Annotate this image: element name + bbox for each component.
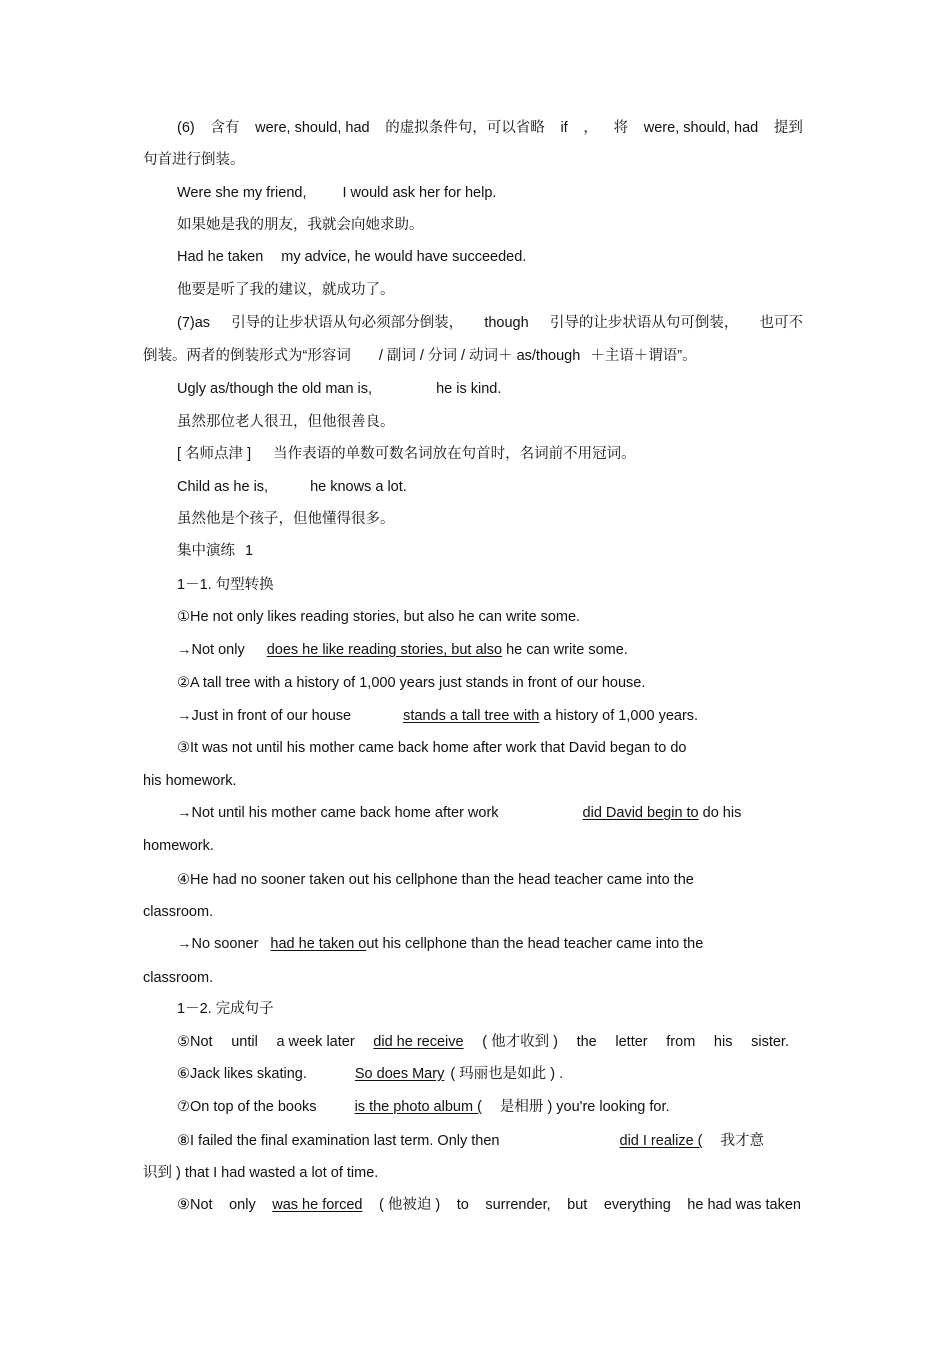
- text: a history of 1,000 years.: [539, 708, 699, 724]
- text: / 副词 / 分词 / 动词＋ as/though: [378, 348, 581, 364]
- text: Were she my friend,: [177, 185, 307, 201]
- text: letter: [615, 1034, 648, 1050]
- text: until: [231, 1034, 258, 1050]
- question-4-cont: classroom.: [143, 904, 214, 920]
- text: from: [666, 1034, 696, 1050]
- answer-4-cont: classroom.: [143, 970, 214, 986]
- text: do his: [698, 805, 742, 821]
- answer-blank: did he receive: [373, 1034, 464, 1050]
- question-9: [177, 1195, 801, 1215]
- text: →Just in front of our house: [177, 708, 352, 724]
- text: my advice, he would have succeeded.: [281, 249, 527, 265]
- text: 的虚拟条件句，可以省略: [385, 120, 545, 136]
- text: 提到: [773, 120, 803, 136]
- text: ( 他才收到 ): [482, 1034, 558, 1050]
- rule-6-line2: 句首进行倒装。: [143, 152, 245, 168]
- text: ⑨Not: [177, 1197, 213, 1213]
- question-2: ②A tall tree with a history of 1,000 years just stands in front of our house.: [177, 675, 646, 691]
- answer-blank: did I realize (: [619, 1133, 703, 1149]
- example-sentence: [177, 183, 496, 203]
- text: I would ask her for help.: [342, 185, 497, 201]
- text: Ugly as/though the old man is,: [177, 381, 373, 397]
- text: ut his cellphone than the head teacher came into the: [366, 936, 704, 952]
- text: ( 玛丽也是如此 ) .: [450, 1066, 564, 1082]
- text: →Not only: [177, 642, 245, 658]
- text: only: [229, 1197, 256, 1213]
- text: 引导的让步状语从句可倒装，: [549, 315, 739, 331]
- text: ，: [583, 120, 598, 136]
- text: 引导的让步状语从句必须部分倒装，: [231, 315, 464, 331]
- example-sentence: [177, 379, 501, 399]
- text: 将: [613, 120, 629, 136]
- teacher-tip: [177, 444, 636, 464]
- text: surrender,: [485, 1197, 551, 1213]
- answer-blank: does he like reading stories, but also: [266, 642, 503, 658]
- answer-4: [177, 934, 703, 954]
- text: 也可不: [759, 315, 803, 331]
- text: Child as he is,: [177, 479, 269, 495]
- text: →Not until his mother came back home after work: [177, 805, 499, 821]
- text: his: [713, 1034, 733, 1050]
- text: 倒装。两者的倒装形式为“形容词: [143, 348, 351, 364]
- text: Had he taken: [177, 249, 264, 265]
- text: though: [484, 315, 529, 331]
- answer-blank: stands a tall tree with: [403, 708, 540, 724]
- question-5: [177, 1032, 789, 1052]
- answer-blank: is the photo album (: [354, 1099, 482, 1115]
- text: 是相册 ) you're looking for.: [499, 1099, 670, 1115]
- question-3-cont: his homework.: [143, 773, 237, 789]
- answer-2: [177, 706, 698, 726]
- text: (7)as: [177, 315, 211, 331]
- text: were, should, had: [643, 120, 759, 136]
- answer-blank: had he taken o: [270, 936, 367, 952]
- question-7: [177, 1097, 670, 1117]
- text: ⑦On top of the books: [177, 1099, 317, 1115]
- text: a week later: [276, 1034, 355, 1050]
- answer-blank: was he forced: [272, 1197, 363, 1213]
- question-4: ④He had no sooner taken out his cellphone than the head teacher came into the: [177, 872, 694, 888]
- tip-label: [ 名师点津 ]: [177, 446, 252, 462]
- text: sister.: [751, 1034, 789, 1050]
- question-8-cont: 识到 ) that I had wasted a lot of time.: [143, 1165, 379, 1181]
- rule-7-line2: [143, 346, 697, 366]
- question-6: [177, 1064, 563, 1084]
- text: 含有: [210, 120, 240, 136]
- example-translation: 虽然他是个孩子，但他懂得很多。: [177, 511, 395, 527]
- practice-title: [177, 541, 253, 561]
- text: but: [567, 1197, 588, 1213]
- text: →No sooner: [177, 936, 259, 952]
- subsection-title: 1－1. 句型转换: [177, 577, 274, 593]
- text: everything: [603, 1197, 671, 1213]
- text: ＋主语＋谓语”。: [590, 348, 697, 364]
- answer-3-cont: homework.: [143, 838, 214, 854]
- text: were, should, had: [255, 120, 370, 136]
- example-translation: 他要是听了我的建议，就成功了。: [177, 282, 395, 298]
- answer-blank: did David begin to: [582, 805, 699, 821]
- rule-7-line1: [177, 313, 803, 333]
- rule-6-number: (6): [177, 120, 195, 136]
- text: to: [456, 1197, 469, 1213]
- text: 1: [245, 543, 254, 559]
- question-8: [177, 1131, 764, 1151]
- example-sentence: [177, 477, 407, 497]
- question-1: ①He not only likes reading stories, but also he can write some.: [177, 609, 581, 625]
- answer-blank: So does Mary: [354, 1066, 445, 1082]
- text: if: [560, 120, 568, 136]
- example-sentence: [177, 247, 526, 267]
- answer-1: [177, 640, 628, 660]
- text: ⑥Jack likes skating.: [177, 1066, 307, 1082]
- text: he had was taken: [687, 1197, 801, 1213]
- question-3: ③It was not until his mother came back home after work that David began to do: [177, 740, 687, 756]
- text: the: [576, 1034, 597, 1050]
- subsection-title: 1－2. 完成句子: [177, 1001, 274, 1017]
- answer-3: [177, 803, 741, 823]
- example-translation: 虽然那位老人很丑，但他很善良。: [177, 414, 395, 430]
- text: he knows a lot.: [310, 479, 407, 495]
- text: 集中演练: [177, 543, 235, 559]
- text: ( 他被迫 ): [379, 1197, 441, 1213]
- example-translation: 如果她是我的朋友，我就会向她求助。: [177, 217, 424, 233]
- text: he can write some.: [502, 642, 628, 658]
- text: ⑧I failed the final examination last term. Only then: [177, 1133, 500, 1149]
- text: he is kind.: [436, 381, 502, 397]
- rule-6-line1: [177, 118, 803, 138]
- text: 我才意: [720, 1133, 765, 1149]
- text: ⑤Not: [177, 1034, 213, 1050]
- tip-text: 当作表语的单数可数名词放在句首时，名词前不用冠词。: [273, 446, 636, 462]
